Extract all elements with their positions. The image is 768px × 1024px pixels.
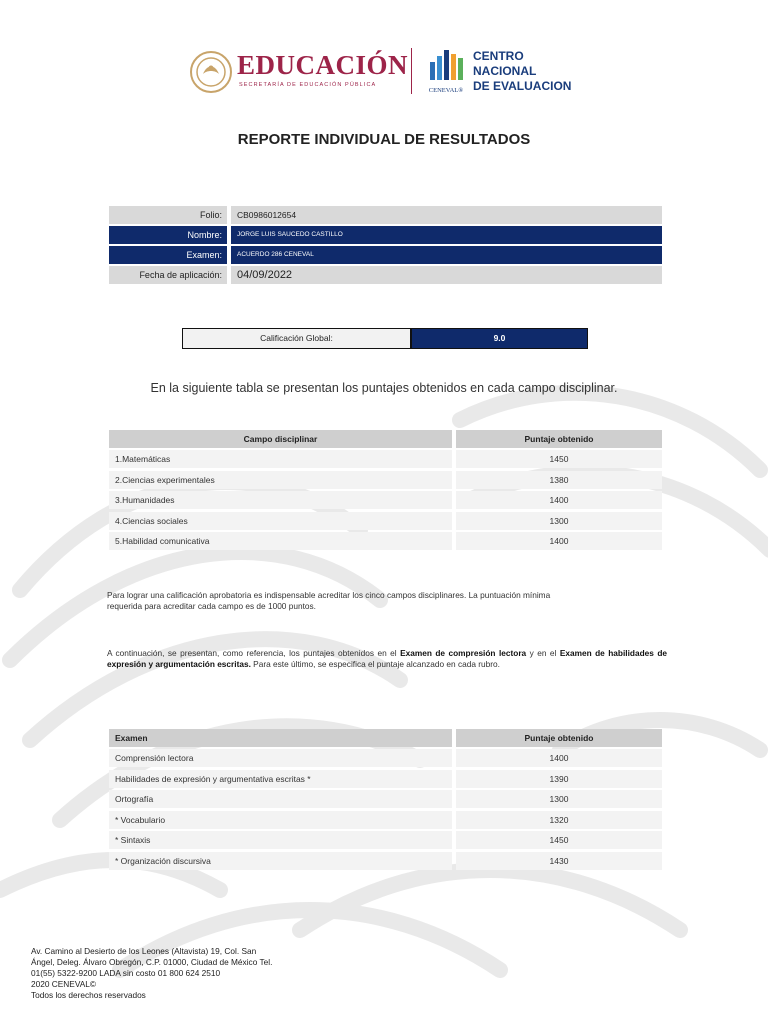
table-row [109, 471, 662, 489]
table-row [109, 811, 662, 829]
exam-score: 1390 [456, 770, 662, 788]
exam-name: * Vocabulario [109, 811, 452, 829]
info-value: CB0986012654 [231, 206, 662, 224]
column-header: Campo disciplinar [109, 430, 452, 448]
table-header [109, 430, 662, 448]
field-name: 5.Habilidad comunicativa [109, 532, 452, 550]
exam-name: * Sintaxis [109, 831, 452, 849]
field-score: 1450 [456, 450, 662, 468]
table-row [109, 532, 662, 550]
footer-address [31, 946, 301, 1001]
footer-line: 01(55) 5322-9200 LADA sin costo 01 800 624 2510 [31, 968, 221, 978]
note-text: Para este último, se especifica el puntaje alcanzado en cada rubro. [250, 659, 500, 669]
table-row [109, 491, 662, 509]
exam-score: 1320 [456, 811, 662, 829]
ceneval-line: NACIONAL [473, 64, 537, 78]
exam-score: 1400 [456, 749, 662, 767]
exam-name: Comprensión lectora [109, 749, 452, 767]
table-row [109, 770, 662, 788]
page-title: REPORTE INDIVIDUAL DE RESULTADOS [237, 131, 531, 148]
student-info-table [109, 206, 662, 286]
exam-name: * Organización discursiva [109, 852, 452, 870]
info-row-folio [109, 206, 662, 224]
column-header: Puntaje obtenido [456, 430, 662, 448]
logo-divider [411, 48, 412, 94]
education-logo-subtitle: SECRETARÍA DE EDUCACIÓN PÚBLICA [239, 82, 377, 88]
table-row [109, 852, 662, 870]
ceneval-logo-mark: CENEVAL® [428, 87, 464, 94]
exam-name: Habilidades de expresión y argumentativa escritas * [109, 770, 452, 788]
info-value: ACUERDO 286 CENEVAL [231, 246, 662, 264]
info-value: JORGE LUIS SAUCEDO CASTILLO [231, 226, 662, 244]
info-row-date [109, 266, 662, 284]
reference-note [107, 648, 667, 670]
field-score: 1400 [456, 491, 662, 509]
footer-line: Ángel, Deleg. Álvaro Obregón, C.P. 01000, Ciudad de México Tel. [31, 957, 273, 967]
footer-line: Todos los derechos reservados [31, 990, 146, 1000]
info-label: Examen: [109, 246, 227, 264]
field-name: 4.Ciencias sociales [109, 512, 452, 530]
table-row [109, 831, 662, 849]
info-label: Folio: [109, 206, 227, 224]
global-score-box [182, 328, 588, 349]
note-bold: Examen de compresión lectora [400, 648, 527, 658]
global-score-label: Calificación Global: [183, 329, 412, 348]
header-logos [185, 42, 585, 100]
ceneval-line: CENTRO [473, 49, 524, 63]
ceneval-line: DE EVALUACION [473, 79, 572, 93]
ceneval-logo-icon [427, 44, 465, 96]
exam-name: Ortografía [109, 790, 452, 808]
exam-scores-table [109, 729, 662, 872]
table-header [109, 729, 662, 747]
exam-score: 1430 [456, 852, 662, 870]
seal-icon [189, 50, 233, 94]
info-label: Fecha de aplicación: [109, 266, 227, 284]
field-name: 2.Ciencias experimentales [109, 471, 452, 489]
note-text: y en el [526, 648, 560, 658]
note-text: A continuación, se presentan, como referencia, los puntajes obtenidos en el [107, 648, 401, 658]
table-row [109, 749, 662, 767]
note-line: Para lograr una calificación aprobatoria es indispensable acreditar los cinco campos disciplinares. La puntuación mínima [107, 590, 551, 600]
field-name: 1.Matemáticas [109, 450, 452, 468]
info-row-name [109, 226, 662, 244]
field-score: 1400 [456, 532, 662, 550]
passing-note [107, 590, 667, 612]
field-score: 1380 [456, 471, 662, 489]
note-bold: Examen de habilidades de expresión y argumentación escritas. [107, 648, 668, 669]
column-header: Examen [109, 729, 452, 747]
field-score: 1300 [456, 512, 662, 530]
disciplinary-scores-table [109, 430, 662, 553]
info-label: Nombre: [109, 226, 227, 244]
info-row-exam [109, 246, 662, 264]
intro-text: En la siguiente tabla se presentan los puntajes obtenidos en cada campo disciplinar. [150, 381, 618, 395]
exam-score: 1450 [456, 831, 662, 849]
table-row [109, 790, 662, 808]
footer-line: 2020 CENEVAL© [31, 979, 96, 989]
table-row [109, 450, 662, 468]
field-name: 3.Humanidades [109, 491, 452, 509]
footer-line: Av. Camino al Desierto de los Leones (Altavista) 19, Col. San [31, 946, 257, 956]
exam-score: 1300 [456, 790, 662, 808]
global-score-value: 9.0 [412, 329, 587, 348]
info-value: 04/09/2022 [231, 266, 662, 284]
education-logo-text: EDUCACIÓN [237, 50, 409, 80]
note-line: requerida para acreditar cada campo es de 1000 puntos. [107, 601, 316, 611]
table-row [109, 512, 662, 530]
ceneval-logo-text [473, 49, 571, 94]
column-header: Puntaje obtenido [456, 729, 662, 747]
